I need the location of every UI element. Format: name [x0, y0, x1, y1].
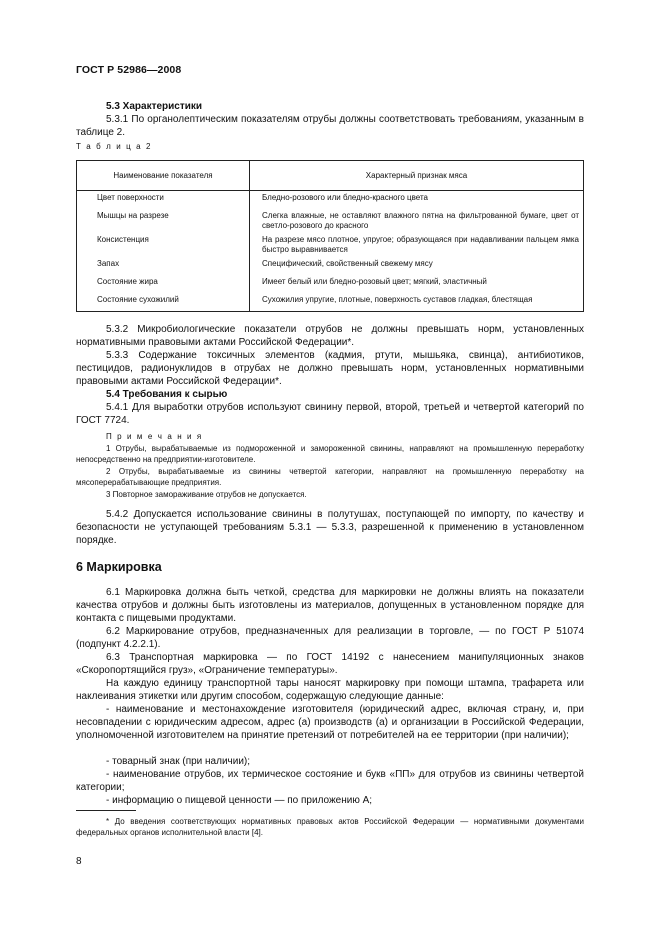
row-name: Цвет поверхности	[77, 191, 250, 210]
section-5-3-title: 5.3 Характеристики	[106, 101, 203, 112]
paragraph-6-1: 6.1 Маркировка должна быть четкой, средства для маркировки не должны влиять на показатели качества отрубов и должны быть изготовлены из материалов, допущенных в установленном порядке для контакта с пищевыми продуктами.	[76, 587, 584, 624]
paragraph-5-4-1: 5.4.1 Для выработки отрубов используют свинину первой, второй, третьей и четвертой категорий по ГОСТ 7724.	[76, 402, 584, 426]
list-item: - наименование отрубов, их термическое состояние и букв «ПП» для отрубов из свинины четвертой категории;	[76, 769, 584, 793]
section-5-4-title: 5.4 Требования к сырью	[106, 389, 228, 400]
row-name: Состояние жира	[77, 275, 250, 293]
note-3: 3 Повторное замораживание отрубов не допускается.	[106, 490, 307, 499]
section-6-title: 6 Маркировка	[76, 560, 162, 574]
row-value: Имеет белый или бледно-розовый цвет; мягкий, эластичный	[250, 275, 584, 293]
paragraph-6-3-body: На каждую единицу транспортной тары наносят маркировку при помощи штампа, трафарета или наклеивания этикетки или другим способом, содержащую следующие данные:	[76, 678, 584, 702]
table-row	[77, 191, 584, 210]
table-header-value: Характерный признак мяса	[250, 161, 584, 191]
paragraph-6-3: 6.3 Транспортная маркировка — по ГОСТ 14192 с нанесением манипуляционных знаков «Скоропортящийся груз», «Ограничение температуры».	[76, 652, 584, 676]
paragraph-5-3-1: 5.3.1 По органолептическим показателям отрубы должны соответствовать требованиям, указанным в таблице 2.	[76, 114, 584, 138]
table-caption: Т а б л и ц а 2	[76, 142, 153, 151]
table-header-row	[77, 161, 584, 191]
table-2	[76, 160, 584, 312]
table-row	[77, 209, 584, 233]
row-value: На разрезе мясо плотное, упругое; образующаяся при надавливании пальцем ямка быстро выравнивается	[250, 233, 584, 257]
paragraph-5-4-2: 5.4.2 Допускается использование свинины в полутушах, поступающей по импорту, по качеству и безопасности не уступающей требованиям 5.3.1 — 5.3.3, разрешенной к применению в установленном порядке.	[76, 509, 584, 546]
footnote-divider	[76, 810, 136, 811]
note-2: 2 Отрубы, вырабатываемые из свинины четвертой категории, направляют на промышленную переработку на мясоперерабатывающие предприятия.	[76, 467, 584, 487]
list-item: - информацию о пищевой ценности — по приложению А;	[106, 795, 373, 806]
row-name: Мышцы на разрезе	[77, 209, 250, 233]
paragraph-6-2: 6.2 Маркирование отрубов, предназначенных для реализации в торговле, — по ГОСТ Р 51074 (подпункт 4.2.2.1).	[76, 626, 584, 650]
notes-title: П р и м е ч а н и я	[106, 432, 203, 441]
row-name: Консистенция	[77, 233, 250, 257]
list-item: - наименование и местонахождение изготовителя (юридический адрес, включая страну, и, при несовпадении с юридическим адресом, адрес (а) производств (а) и организации в Российской Федерации, уполномоченной изготовителем на принятие претензий от потребителей на ее территории (при наличии);	[76, 704, 584, 741]
table-row	[77, 257, 584, 275]
row-value: Сухожилия упругие, плотные, поверхность суставов гладкая, блестящая	[250, 293, 584, 312]
paragraph-5-3-2: 5.3.2 Микробиологические показатели отрубов не должны превышать норм, установленных нормативными правовыми актами Российской Федерации*.	[76, 324, 584, 348]
paragraph-5-3-3: 5.3.3 Содержание токсичных элементов (кадмия, ртути, мышьяка, свинца), антибиотиков, пестицидов, радионуклидов в отрубах не должно превышать норм, установленных нормативными правовыми актами Российской Федерации*.	[76, 350, 584, 387]
list-item: - товарный знак (при наличии);	[106, 756, 251, 767]
row-value: Специфический, свойственный свежему мясу	[250, 257, 584, 275]
document-code: ГОСТ Р 52986—2008	[76, 64, 182, 76]
row-value: Бледно-розового или бледно-красного цвета	[250, 191, 584, 210]
table-header-name: Наименование показателя	[77, 161, 250, 191]
footnote: * До введения соответствующих нормативных правовых актов Российской Федерации — нормативными документами федеральных органов исполнительной власти [4].	[76, 817, 584, 837]
row-name: Запах	[77, 257, 250, 275]
table-row	[77, 275, 584, 293]
table-row	[77, 293, 584, 312]
note-1: 1 Отрубы, вырабатываемые из подмороженной и замороженной свинины, направляют на промышленную переработку непосредственно на предприятии-изготовителе.	[76, 444, 584, 464]
page-number: 8	[76, 856, 82, 867]
table-row	[77, 233, 584, 257]
row-name: Состояние сухожилий	[77, 293, 250, 312]
row-value: Слегка влажные, не оставляют влажного пятна на фильтрованной бумаге, цвет от светло-розового до красного	[250, 209, 584, 233]
